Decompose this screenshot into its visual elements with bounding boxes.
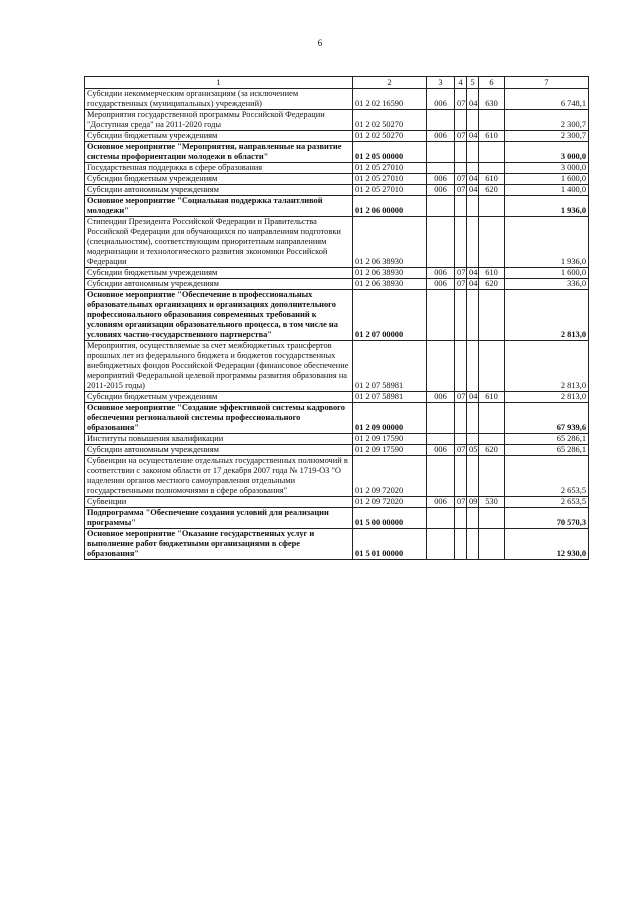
row-amount-cell: 1 936,0 [505, 217, 589, 268]
row-expense-type-cell [479, 290, 505, 341]
row-amount-cell: 6 748,1 [505, 89, 589, 110]
row-amount-cell: 65 286,1 [505, 434, 589, 445]
row-amount-cell: 1 400,0 [505, 185, 589, 196]
row-section-cell: 07 [455, 185, 467, 196]
row-code-cell: 01 2 02 50270 [353, 131, 427, 142]
row-section-cell: 07 [455, 497, 467, 508]
row-name-cell: Субсидии автономным учреждениям [85, 445, 353, 456]
row-expense-type-cell: 620 [479, 445, 505, 456]
row-name-cell: Мероприятия государственной программы Российской Федерации "Доступная среда" на 2011-2020 годы [85, 110, 353, 131]
row-subsection-cell [467, 434, 479, 445]
row-code-cell: 01 5 01 00000 [353, 529, 427, 560]
row-name-cell: Институты повышения квалификации [85, 434, 353, 445]
table-row [85, 142, 589, 163]
table-row [85, 341, 589, 392]
row-expense-type-cell: 610 [479, 268, 505, 279]
table-header-row [85, 77, 589, 89]
row-name-cell: Основное мероприятие "Мероприятия, направленные на развитие системы профориентации молодежи в области" [85, 142, 353, 163]
table-row [85, 217, 589, 268]
row-code-cell: 01 2 07 00000 [353, 290, 427, 341]
row-expense-type-cell: 610 [479, 174, 505, 185]
row-section-cell [455, 403, 467, 434]
row-amount-cell: 70 570,3 [505, 508, 589, 529]
row-name-cell: Субсидии автономным учреждениям [85, 185, 353, 196]
row-ministry-cell: 006 [427, 185, 455, 196]
row-expense-type-cell [479, 142, 505, 163]
row-ministry-cell [427, 508, 455, 529]
row-amount-cell: 2 653,5 [505, 456, 589, 497]
table-row [85, 497, 589, 508]
row-code-cell: 01 2 09 17590 [353, 434, 427, 445]
row-code-cell: 01 2 09 72020 [353, 497, 427, 508]
row-amount-cell: 3 000,0 [505, 163, 589, 174]
row-subsection-cell: 05 [467, 445, 479, 456]
budget-table [84, 76, 589, 560]
row-name-cell: Основное мероприятие "Социальная поддержка талантливой молодежи" [85, 196, 353, 217]
row-expense-type-cell [479, 508, 505, 529]
row-code-cell: 01 5 00 00000 [353, 508, 427, 529]
row-code-cell: 01 2 09 17590 [353, 445, 427, 456]
row-code-cell: 01 2 05 27010 [353, 174, 427, 185]
row-subsection-cell [467, 217, 479, 268]
row-ministry-cell: 006 [427, 392, 455, 403]
row-subsection-cell: 04 [467, 185, 479, 196]
column-header: 3 [427, 77, 455, 89]
row-expense-type-cell: 620 [479, 185, 505, 196]
row-ministry-cell: 006 [427, 445, 455, 456]
row-subsection-cell [467, 508, 479, 529]
row-ministry-cell [427, 290, 455, 341]
row-section-cell: 07 [455, 445, 467, 456]
row-amount-cell: 2 813,0 [505, 392, 589, 403]
row-section-cell [455, 341, 467, 392]
row-expense-type-cell [479, 434, 505, 445]
row-code-cell: 01 2 02 16590 [353, 89, 427, 110]
row-code-cell: 01 2 07 58981 [353, 392, 427, 403]
row-name-cell: Основное мероприятие "Обеспечение в профессиональных образовательных организациях и организациях дополнительного профессионального образования современных требований к условиям организации образовательного процесса, в том числе на условиях частно-государственного партнерства" [85, 290, 353, 341]
row-section-cell: 07 [455, 131, 467, 142]
row-ministry-cell [427, 110, 455, 131]
row-subsection-cell [467, 456, 479, 497]
row-subsection-cell: 09 [467, 497, 479, 508]
row-name-cell: Основное мероприятие "Создание эффективной системы кадрового обеспечения региональной системы профессионального образования" [85, 403, 353, 434]
row-code-cell: 01 2 06 38930 [353, 268, 427, 279]
row-name-cell: Субсидии автономным учреждениям [85, 279, 353, 290]
table-row [85, 163, 589, 174]
row-code-cell: 01 2 07 58981 [353, 341, 427, 392]
row-section-cell [455, 529, 467, 560]
row-subsection-cell [467, 163, 479, 174]
row-ministry-cell [427, 341, 455, 392]
row-amount-cell: 2 300,7 [505, 131, 589, 142]
row-code-cell: 01 2 06 38930 [353, 279, 427, 290]
row-subsection-cell: 04 [467, 268, 479, 279]
row-expense-type-cell: 530 [479, 497, 505, 508]
table-row [85, 290, 589, 341]
row-expense-type-cell [479, 456, 505, 497]
row-amount-cell: 12 930,0 [505, 529, 589, 560]
table-row [85, 89, 589, 110]
row-ministry-cell [427, 142, 455, 163]
table-row [85, 456, 589, 497]
row-section-cell [455, 217, 467, 268]
row-subsection-cell [467, 110, 479, 131]
row-section-cell: 07 [455, 174, 467, 185]
row-code-cell: 01 2 06 00000 [353, 196, 427, 217]
row-expense-type-cell [479, 403, 505, 434]
row-expense-type-cell: 630 [479, 89, 505, 110]
row-name-cell: Субсидии бюджетным учреждениям [85, 392, 353, 403]
row-ministry-cell: 006 [427, 497, 455, 508]
row-code-cell: 01 2 02 50270 [353, 110, 427, 131]
row-subsection-cell: 04 [467, 279, 479, 290]
row-section-cell [455, 142, 467, 163]
row-expense-type-cell: 610 [479, 131, 505, 142]
row-amount-cell: 2 300,7 [505, 110, 589, 131]
row-amount-cell: 336,0 [505, 279, 589, 290]
row-section-cell: 07 [455, 268, 467, 279]
row-code-cell: 01 2 09 00000 [353, 403, 427, 434]
row-name-cell: Государственная поддержка в сфере образования [85, 163, 353, 174]
row-expense-type-cell [479, 110, 505, 131]
row-section-cell: 07 [455, 279, 467, 290]
row-section-cell: 07 [455, 392, 467, 403]
row-ministry-cell: 006 [427, 174, 455, 185]
row-amount-cell: 3 000,0 [505, 142, 589, 163]
row-ministry-cell: 006 [427, 268, 455, 279]
row-code-cell: 01 2 05 27010 [353, 163, 427, 174]
row-code-cell: 01 2 05 27010 [353, 185, 427, 196]
row-section-cell [455, 456, 467, 497]
row-expense-type-cell: 610 [479, 392, 505, 403]
column-header: 7 [505, 77, 589, 89]
column-header: 2 [353, 77, 427, 89]
row-subsection-cell [467, 142, 479, 163]
row-ministry-cell [427, 217, 455, 268]
row-subsection-cell [467, 196, 479, 217]
row-code-cell: 01 2 06 38930 [353, 217, 427, 268]
table-row [85, 508, 589, 529]
row-expense-type-cell [479, 196, 505, 217]
row-amount-cell: 2 813,0 [505, 290, 589, 341]
row-expense-type-cell: 620 [479, 279, 505, 290]
row-ministry-cell [427, 434, 455, 445]
row-name-cell: Субсидии бюджетным учреждениям [85, 131, 353, 142]
row-section-cell [455, 508, 467, 529]
row-section-cell: 07 [455, 89, 467, 110]
row-section-cell [455, 110, 467, 131]
row-ministry-cell: 006 [427, 131, 455, 142]
row-expense-type-cell [479, 341, 505, 392]
row-amount-cell: 1 936,0 [505, 196, 589, 217]
row-subsection-cell: 04 [467, 174, 479, 185]
row-name-cell: Субвенции на осуществление отдельных государственных полномочий в соответствии с законом области от 17 декабря 2007 года № 1719-ОЗ "О наделении органов местного самоуправления отдельными государственными полномочиями в сфере образования" [85, 456, 353, 497]
table-row [85, 174, 589, 185]
row-ministry-cell: 006 [427, 89, 455, 110]
row-amount-cell: 2 813,0 [505, 341, 589, 392]
table-row [85, 268, 589, 279]
row-ministry-cell [427, 163, 455, 174]
table-row [85, 445, 589, 456]
row-amount-cell: 65 286,1 [505, 445, 589, 456]
row-name-cell: Субсидии бюджетным учреждениям [85, 174, 353, 185]
row-subsection-cell [467, 341, 479, 392]
row-ministry-cell [427, 403, 455, 434]
row-ministry-cell: 006 [427, 279, 455, 290]
row-amount-cell: 67 939,6 [505, 403, 589, 434]
row-ministry-cell [427, 196, 455, 217]
row-code-cell: 01 2 09 72020 [353, 456, 427, 497]
row-section-cell [455, 290, 467, 341]
row-name-cell: Стипендии Президента Российской Федерации и Правительства Российской Федерации для обучающихся по направлениям подготовки (специальностям), соответствующим приоритетным направлениям модернизации и технологического развития экономики Российской Федерации [85, 217, 353, 268]
row-code-cell: 01 2 05 00000 [353, 142, 427, 163]
row-name-cell: Субвенции [85, 497, 353, 508]
table-row [85, 196, 589, 217]
row-subsection-cell: 04 [467, 89, 479, 110]
table-row [85, 434, 589, 445]
row-subsection-cell [467, 403, 479, 434]
row-subsection-cell: 04 [467, 392, 479, 403]
row-amount-cell: 1 600,0 [505, 174, 589, 185]
page-number: 6 [317, 38, 323, 48]
column-header: 5 [467, 77, 479, 89]
row-name-cell: Мероприятия, осуществляемые за счет межбюджетных трансфертов прошлых лет из федерального бюджета и бюджетов государственных внебюджетных фондов Российской Федерации (финансовое обеспечение мероприятий Федеральной целевой программы развития образования на 2011-2015 годы) [85, 341, 353, 392]
table-row [85, 131, 589, 142]
column-header: 4 [455, 77, 467, 89]
row-expense-type-cell [479, 163, 505, 174]
row-ministry-cell [427, 456, 455, 497]
table-row [85, 110, 589, 131]
row-subsection-cell [467, 290, 479, 341]
row-ministry-cell [427, 529, 455, 560]
table-row [85, 279, 589, 290]
table-row [85, 392, 589, 403]
row-name-cell: Основное мероприятие "Оказание государственных услуг и выполнение работ бюджетными организациями в сфере образования" [85, 529, 353, 560]
row-name-cell: Подпрограмма "Обеспечение создания условий для реализации программы" [85, 508, 353, 529]
row-name-cell: Субсидии бюджетным учреждениям [85, 268, 353, 279]
table-row [85, 185, 589, 196]
row-name-cell: Субсидии некоммерческим организациям (за исключением государственных (муниципальных) учреждений) [85, 89, 353, 110]
row-section-cell [455, 163, 467, 174]
row-expense-type-cell [479, 529, 505, 560]
column-header: 1 [85, 77, 353, 89]
row-subsection-cell: 04 [467, 131, 479, 142]
row-section-cell [455, 434, 467, 445]
row-amount-cell: 1 600,0 [505, 268, 589, 279]
column-header: 6 [479, 77, 505, 89]
table-row [85, 529, 589, 560]
table-row [85, 403, 589, 434]
row-subsection-cell [467, 529, 479, 560]
row-expense-type-cell [479, 217, 505, 268]
row-amount-cell: 2 653,5 [505, 497, 589, 508]
row-section-cell [455, 196, 467, 217]
